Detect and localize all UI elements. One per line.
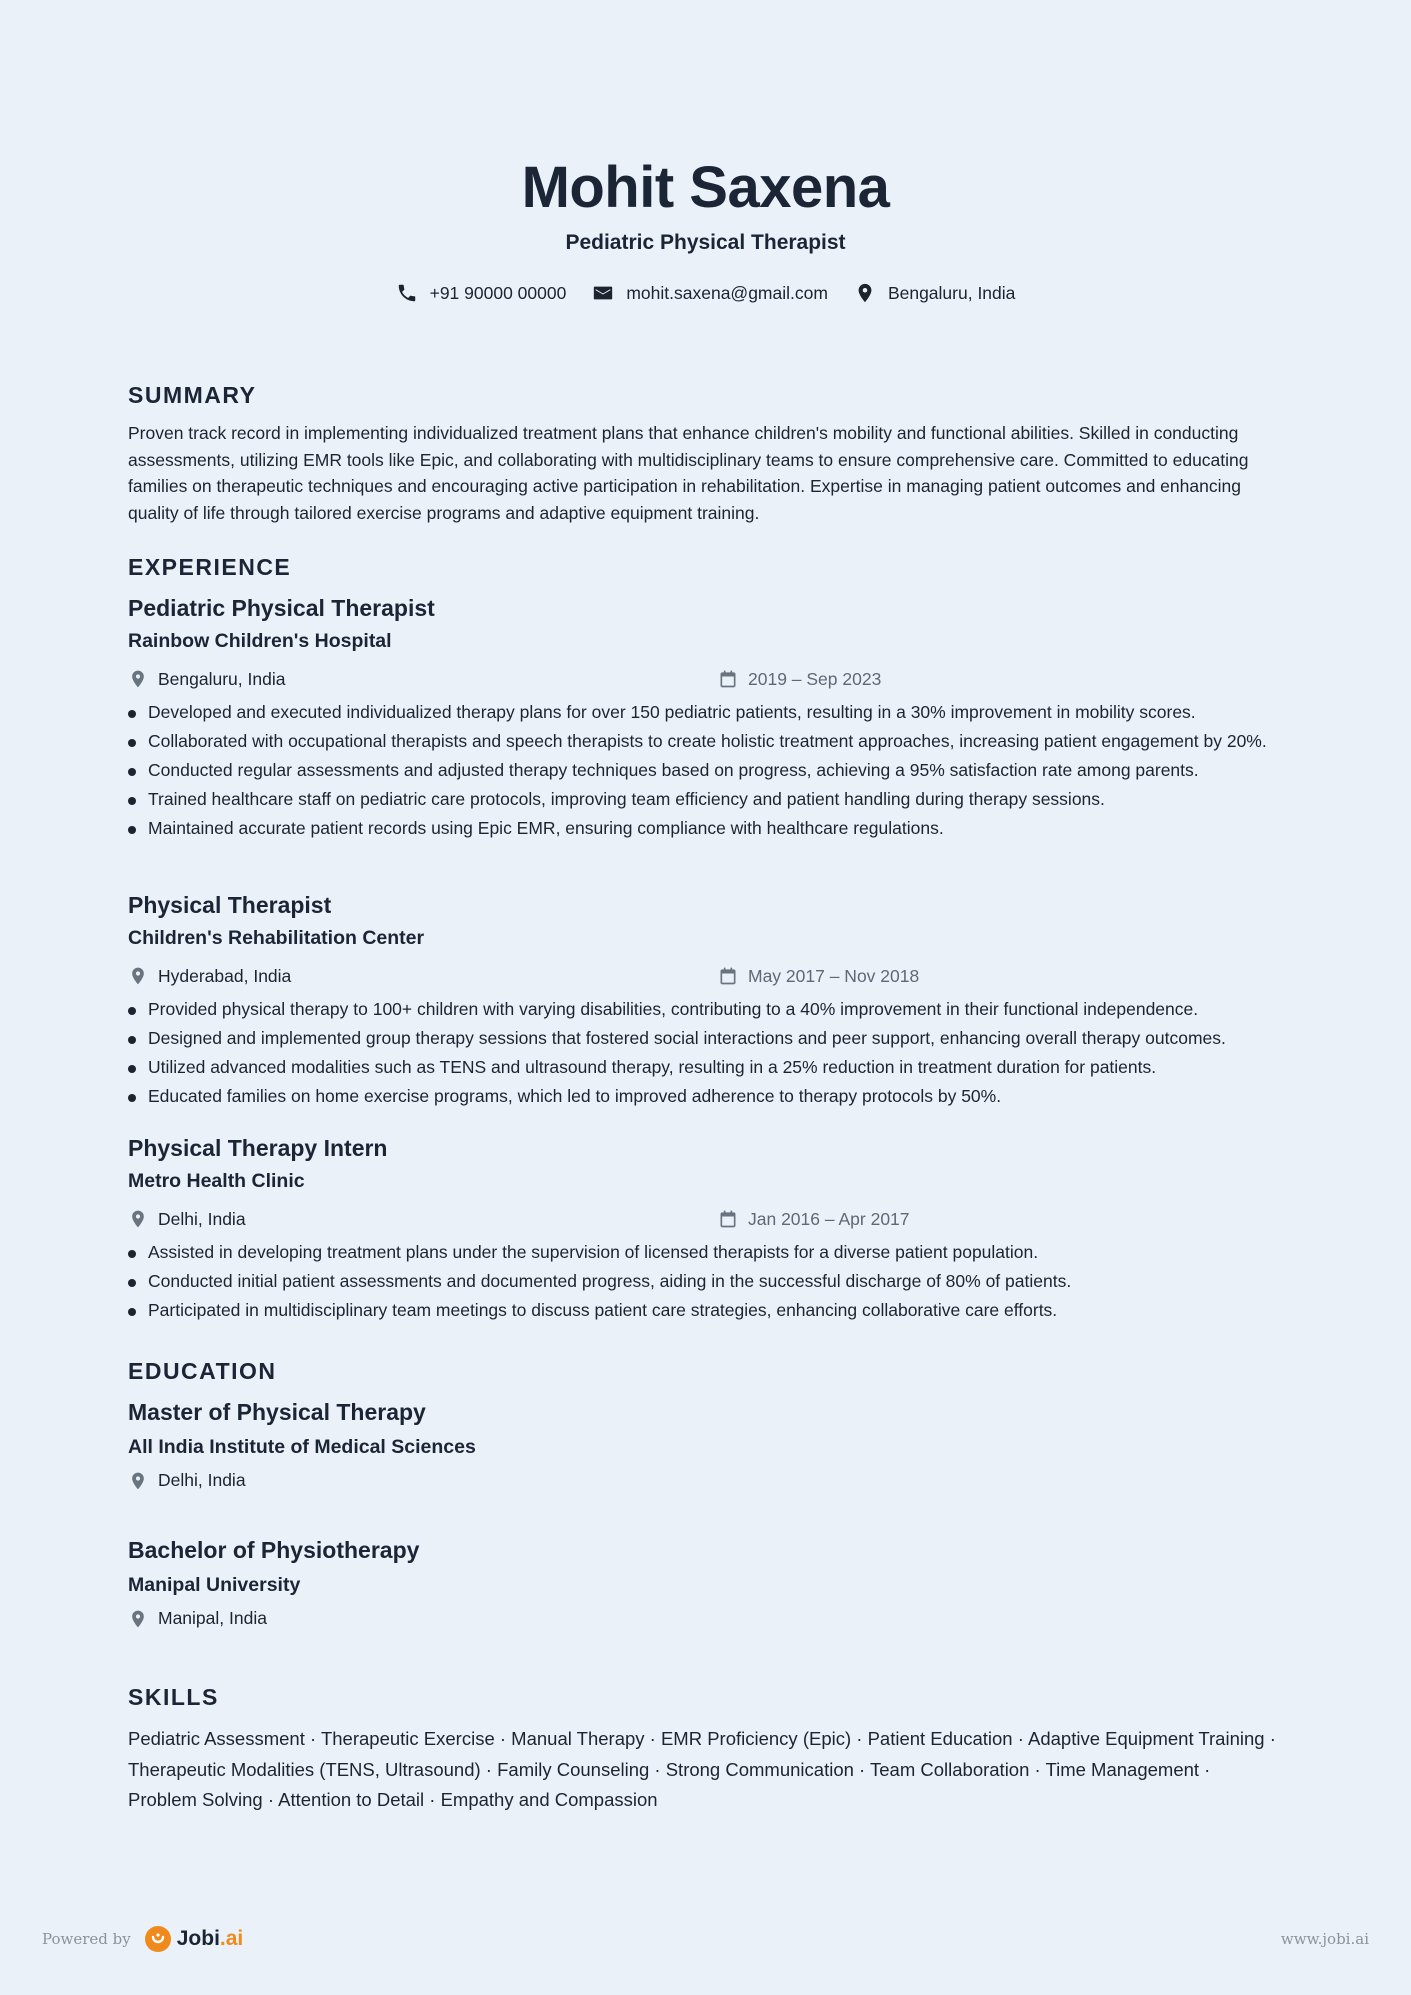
list-item: Developed and executed individualized therapy plans for over 150 pediatric patients, resulting in a 30% improvement in mobility scores. [128,700,1283,725]
map-pin-icon [128,1609,148,1629]
school-name: Manipal University [128,1574,301,1596]
summary-heading: SUMMARY [128,382,257,408]
list-item: Conducted regular assessments and adjusted therapy techniques based on progress, achieving a 95% satisfaction rate among parents. [128,758,1283,783]
list-item: Trained healthcare staff on pediatric care protocols, improving team efficiency and patient handling during therapy sessions. [128,787,1283,812]
school-location-text: Delhi, India [158,1470,246,1490]
contact-row [128,282,1283,304]
experience-section [128,552,1283,1320]
job-location-text: Delhi, India [158,1208,246,1229]
job-meta [128,666,1283,692]
education-section [128,1356,1283,1628]
job-dates-text: Jan 2016 – Apr 2017 [748,1208,910,1229]
brand-suffix: .ai [219,1927,244,1950]
job-bullets [128,1240,1283,1323]
contact-email [592,282,828,304]
brand-logo[interactable] [145,1926,244,1952]
job-bullets [128,997,1283,1109]
job-entry [128,889,1283,1113]
list-item: Assisted in developing treatment plans under the supervision of licensed therapists for a diverse patient population. [128,1240,1283,1265]
list-item: Designed and implemented group therapy sessions that fostered social interactions and peer support, enhancing overall therapy outcomes. [128,1026,1283,1051]
job-location [128,966,718,987]
school-location [128,1470,476,1491]
calendar-icon [718,966,738,986]
job-location-text: Bengaluru, India [158,668,286,689]
job-organization: Rainbow Children's Hospital [128,630,392,652]
map-pin-icon [128,1471,148,1491]
list-item: Utilized advanced modalities such as TENS and ultrasound therapy, resulting in a 25% reduction in treatment duration for patients. [128,1055,1283,1080]
job-title: Physical Therapist [128,892,332,918]
map-pin-icon [128,1209,148,1229]
skills-section [128,1682,1283,1816]
job-bullets [128,700,1283,841]
job-location-text: Hyderabad, India [158,965,292,986]
education-heading: EDUCATION [128,1358,277,1384]
job-dates [718,1209,910,1230]
skills-heading: SKILLS [128,1684,219,1710]
email-text: mohit.saxena@gmail.com [626,282,828,303]
experience-heading: EXPERIENCE [128,554,292,580]
school-name: All India Institute of Medical Sciences [128,1436,476,1458]
school-location-text: Manipal, India [158,1608,267,1628]
list-item: Conducted initial patient assessments and documented progress, aiding in the successful discharge of 80% of patients. [128,1269,1283,1294]
phone-icon [396,282,418,304]
job-organization: Children's Rehabilitation Center [128,927,425,949]
location-text: Bengaluru, India [887,282,1016,303]
job-entry [128,1132,1283,1327]
job-meta [128,1206,1283,1232]
job-location [128,1209,718,1230]
education-entry [128,1396,476,1491]
degree-title: Master of Physical Therapy [128,1399,426,1425]
job-location [128,669,718,690]
job-title: Physical Therapy Intern [128,1135,388,1161]
job-meta [128,963,1283,989]
footer-powered-by [42,1926,243,1952]
job-title: Pediatric Physical Therapist [128,595,435,621]
job-dates-text: May 2017 – Nov 2018 [748,965,920,986]
map-pin-icon [854,282,876,304]
calendar-icon [718,669,738,689]
education-entry [128,1534,419,1629]
contact-location [854,282,1015,304]
list-item: Provided physical therapy to 100+ children with varying disabilities, contributing to a 40% improvement in their functional independence. [128,997,1283,1022]
degree-title: Bachelor of Physiotherapy [128,1537,420,1563]
resume-header [128,0,1283,304]
summary-section [128,380,1283,526]
phone-text: +91 90000 00000 [429,282,567,303]
map-pin-icon [128,966,148,986]
summary-text: Proven track record in implementing individualized treatment plans that enhance children's mobility and functional abilities. Skilled in conducting assessments, utilizing EMR tools like Epic, and collaborating with multidisciplinary teams to ensure comprehensive care. Committed to educating families on therapeutic techniques and encouraging active participation in rehabilitation. Expertise in managing patient outcomes and enhancing quality of life through tailored exercise programs and adaptive equipment training. [128,423,1249,523]
envelope-icon [592,282,614,304]
skills-text: Pediatric Assessment · Therapeutic Exercise · Manual Therapy · EMR Proficiency (Epic) · Patient Education · Adaptive Equipment Training · Therapeutic Modalities (TENS, Ultrasound) · Family Counseling · Strong Communication · Team Collaboration · Time Management · Problem Solving · Attention to Detail · Empathy and Compassion [128,1728,1276,1810]
brand-name: Jobi [176,1927,220,1950]
powered-by-label: Powered by [42,1930,131,1948]
job-dates-text: 2019 – Sep 2023 [748,668,882,689]
footer-website-link[interactable]: www.jobi.ai [1280,1930,1369,1948]
job-dates [718,966,919,987]
school-location [128,1608,419,1629]
map-pin-icon [128,669,148,689]
contact-phone [396,282,567,304]
jobi-logo-icon [145,1926,171,1952]
list-item: Participated in multidisciplinary team meetings to discuss patient care strategies, enhancing collaborative care efforts. [128,1298,1283,1323]
resume-page [128,0,1283,1810]
job-entry [128,592,1283,845]
job-dates [718,669,881,690]
list-item: Educated families on home exercise programs, which led to improved adherence to therapy protocols by 50%. [128,1084,1283,1109]
candidate-name: Mohit Saxena [521,155,890,220]
calendar-icon [718,1209,738,1229]
job-organization: Metro Health Clinic [128,1170,305,1192]
candidate-role: Pediatric Physical Therapist [565,231,846,254]
list-item: Collaborated with occupational therapists and speech therapists to create holistic treatment approaches, increasing patient engagement by 20%. [128,729,1283,754]
list-item: Maintained accurate patient records using Epic EMR, ensuring compliance with healthcare regulations. [128,816,1283,841]
